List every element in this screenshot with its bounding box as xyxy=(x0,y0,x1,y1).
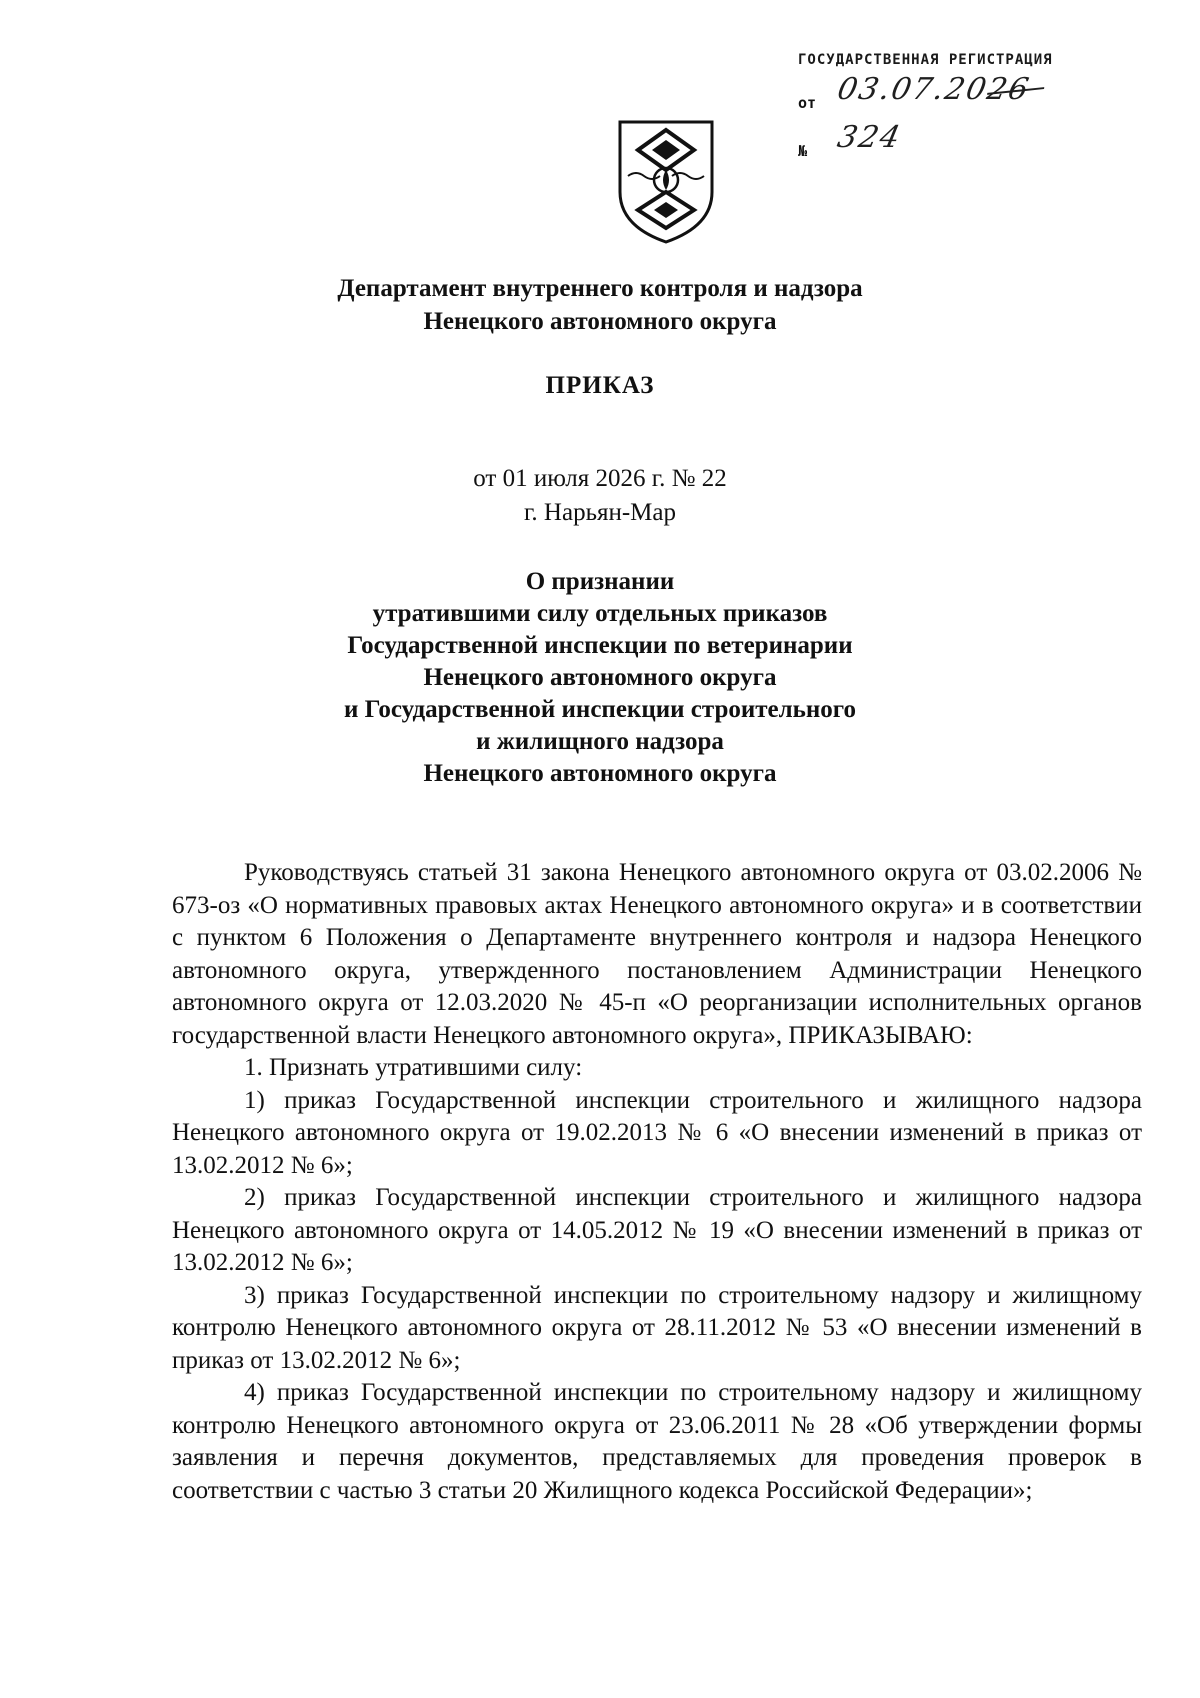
document-meta xyxy=(0,462,1200,530)
coat-of-arms-icon xyxy=(614,118,718,246)
document-place: г. Нарьян-Мар xyxy=(523,499,676,526)
subitem-1-paragraph: 1) приказ Государственной инспекции строительного и жилищного надзора Ненецкого автономного округа от 19.02.2013 № 6 «О внесении изменений в приказ от 13.02.2012 № 6»; xyxy=(172,1086,1142,1179)
registration-stamp xyxy=(798,52,1098,164)
subitem-2-paragraph: 2) приказ Государственной инспекции строительного и жилищного надзора Ненецкого автономного округа от 14.05.2012 № 19 «О внесении изменений в приказ от 13.02.2012 № 6»; xyxy=(172,1184,1142,1276)
title-line: и Государственной инспекции строительного xyxy=(343,696,857,723)
registration-number-line xyxy=(798,120,1098,164)
registration-number-handwritten: 324 xyxy=(834,120,905,155)
registration-date-handwritten: 03.07.2026 xyxy=(834,72,1034,107)
subitem-3-paragraph: 3) приказ Государственной инспекции по строительному надзору и жилищному контролю Ненецкого автономного округа от 28.11.2012 № 53 «О внесении изменений в приказ от 13.02.2012 № 6»; xyxy=(172,1281,1142,1374)
title-line: О признании xyxy=(525,568,675,595)
subitem-4-paragraph: 4) приказ Государственной инспекции по строительному надзору и жилищному контролю Ненецкого автономного округа от 23.06.2011 № 28 «Об утверждении формы заявления и перечня документов, представляемых для проведения проверок в соответствии с частью 3 статьи 20 Жилищного кодекса Российской Федерации»; xyxy=(172,1379,1142,1504)
title-line: утратившими силу отдельных приказов xyxy=(372,600,828,627)
registration-title: ГОСУДАРСТВЕННАЯ РЕГИСТРАЦИЯ xyxy=(798,52,1053,68)
registration-date-line xyxy=(798,72,1098,116)
item-1-paragraph: 1. Признать утратившими силу: xyxy=(244,1054,583,1081)
registration-number-prefix: № xyxy=(798,142,808,160)
department-line-2: Ненецкого автономного округа xyxy=(423,308,777,335)
title-line: Ненецкого автономного округа xyxy=(423,664,777,691)
document-date-number: от 01 июля 2026 г. № 22 xyxy=(473,465,727,492)
title-line: Ненецкого автономного округа xyxy=(423,760,777,787)
document-type: ПРИКАЗ xyxy=(545,372,655,399)
document-title xyxy=(0,566,1200,790)
title-line: Государственной инспекции по ветеринарии xyxy=(347,632,853,659)
department-line-1: Департамент внутреннего контроля и надзора xyxy=(337,275,863,302)
document-body xyxy=(172,857,1142,1507)
registration-date-prefix: от xyxy=(798,94,817,112)
preamble-paragraph: Руководствуясь статьей 31 закона Ненецкого автономного округа от 03.02.2006 № 673-оз «О нормативных правовых актах Ненецкого автономного округа» и в соответствии с пунктом 6 Положения о Департаменте внутреннего контроля и надзора Ненецкого автономного округа, утвержденного постановлением Администрации Ненецкого автономного округа от 12.03.2020 № 45-п «О реорганизации исполнительных органов государственной власти Ненецкого автономного округа», ПРИКАЗЫВАЮ: xyxy=(172,859,1142,1049)
title-line: и жилищного надзора xyxy=(476,728,724,755)
department-header xyxy=(0,272,1200,338)
